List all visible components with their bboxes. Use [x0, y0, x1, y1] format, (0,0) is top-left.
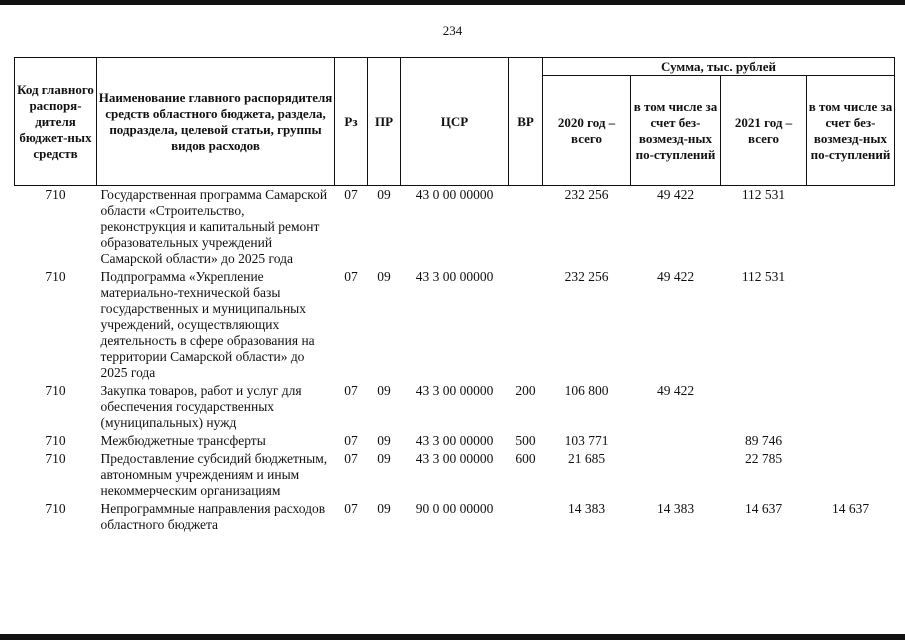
- header-rz: Рз: [335, 58, 368, 186]
- header-pr: ПР: [368, 58, 401, 186]
- header-csr: ЦСР: [401, 58, 509, 186]
- cell-csr: 43 3 00 00000: [415, 383, 494, 398]
- cell-2020-total: 21 685: [567, 451, 606, 466]
- cell-csr: 43 3 00 00000: [415, 433, 494, 448]
- cell-2020-free: [631, 433, 721, 451]
- cell-rz: 07: [344, 501, 358, 516]
- cell-2020-free: 14 383: [656, 501, 695, 516]
- header-sum: Сумма, тыс. рублей: [543, 58, 895, 76]
- cell-2021-total: 89 746: [744, 433, 783, 448]
- table-row: [15, 433, 895, 451]
- header-name: Наименование главного распорядителя средств областного бюджета, раздела, подраздела, целевой статьи, группы видов расходов: [97, 58, 335, 186]
- table-row: [15, 186, 895, 270]
- cell-2021-free: [807, 269, 895, 383]
- cell-name: Предоставление субсидий бюджетным, автономным учреждениям и иным некоммерческим организациям: [100, 451, 328, 498]
- cell-2021-total: [721, 383, 807, 433]
- cell-2020-free: [631, 451, 721, 501]
- cell-2020-free: 49 422: [656, 187, 695, 202]
- cell-2020-total: 232 256: [564, 187, 609, 202]
- cell-pr: 09: [377, 433, 391, 448]
- cell-vr: 600: [515, 451, 536, 466]
- cell-2020-free: 49 422: [656, 269, 695, 284]
- cell-2021-free: 14 637: [831, 501, 870, 516]
- cell-rz: 07: [344, 383, 358, 398]
- cell-csr: 90 0 00 00000: [415, 501, 494, 516]
- header-vr: ВР: [509, 58, 543, 186]
- cell-code: 710: [45, 451, 66, 466]
- header-2020-free: в том числе за счет без-возмезд-ных по-ступлений: [631, 76, 721, 186]
- cell-2021-free: [807, 186, 895, 270]
- table-row: [15, 501, 895, 535]
- cell-name: Непрограммные направления расходов областного бюджета: [100, 501, 326, 532]
- cell-2020-total: 14 383: [567, 501, 606, 516]
- cell-name: Подпрограмма «Укрепление материально-технической базы государственных и муниципальных учреждений, осуществляющих деятельность в сфере образования на территории Самарской области» до 2025 года: [100, 269, 315, 380]
- table-row: [15, 269, 895, 383]
- cell-pr: 09: [377, 451, 391, 466]
- cell-2021-total: 22 785: [744, 451, 783, 466]
- cell-code: 710: [45, 187, 66, 202]
- cell-2021-total: 14 637: [744, 501, 783, 516]
- cell-vr: [509, 501, 543, 535]
- cell-2021-free: [807, 451, 895, 501]
- cell-name: Межбюджетные трансферты: [100, 433, 266, 448]
- table-row: [15, 383, 895, 433]
- cell-rz: 07: [344, 451, 358, 466]
- cell-name: Государственная программа Самарской области «Строительство, реконструкция и капитальный ремонт образовательных учреждений Самарской области» до 2025 года: [100, 187, 328, 266]
- cell-2020-free: 49 422: [656, 383, 695, 398]
- cell-pr: 09: [377, 187, 391, 202]
- cell-rz: 07: [344, 433, 358, 448]
- cell-pr: 09: [377, 383, 391, 398]
- cell-code: 710: [45, 433, 66, 448]
- cell-2020-total: 106 800: [564, 383, 609, 398]
- table-row: [15, 451, 895, 501]
- cell-code: 710: [45, 269, 66, 284]
- cell-2021-total: 112 531: [741, 187, 786, 202]
- cell-2020-total: 103 771: [564, 433, 609, 448]
- cell-vr: 500: [515, 433, 536, 448]
- cell-vr: [509, 269, 543, 383]
- header-2020-total: 2020 год – всего: [543, 76, 631, 186]
- cell-code: 710: [45, 501, 66, 516]
- cell-2021-free: [807, 383, 895, 433]
- cell-rz: 07: [344, 269, 358, 284]
- cell-2021-total: 112 531: [741, 269, 786, 284]
- top-border: [0, 0, 905, 5]
- header-2021-total: 2021 год – всего: [721, 76, 807, 186]
- header-code: Код главного распоря-дителя бюджет-ных средств: [15, 58, 97, 186]
- cell-vr: 200: [515, 383, 536, 398]
- cell-csr: 43 3 00 00000: [415, 451, 494, 466]
- cell-csr: 43 0 00 00000: [415, 187, 494, 202]
- cell-2020-total: 232 256: [564, 269, 609, 284]
- cell-rz: 07: [344, 187, 358, 202]
- cell-pr: 09: [377, 269, 391, 284]
- budget-table: [14, 57, 895, 535]
- cell-name: Закупка товаров, работ и услуг для обеспечения государственных (муниципальных) нужд: [100, 383, 302, 430]
- header-2021-free: в том числе за счет без-возмезд-ных по-ступлений: [807, 76, 895, 186]
- cell-csr: 43 3 00 00000: [415, 269, 494, 284]
- cell-code: 710: [45, 383, 66, 398]
- page-number: 234: [442, 23, 463, 38]
- bottom-border: [0, 634, 905, 640]
- cell-vr: [509, 186, 543, 270]
- cell-pr: 09: [377, 501, 391, 516]
- cell-2021-free: [807, 433, 895, 451]
